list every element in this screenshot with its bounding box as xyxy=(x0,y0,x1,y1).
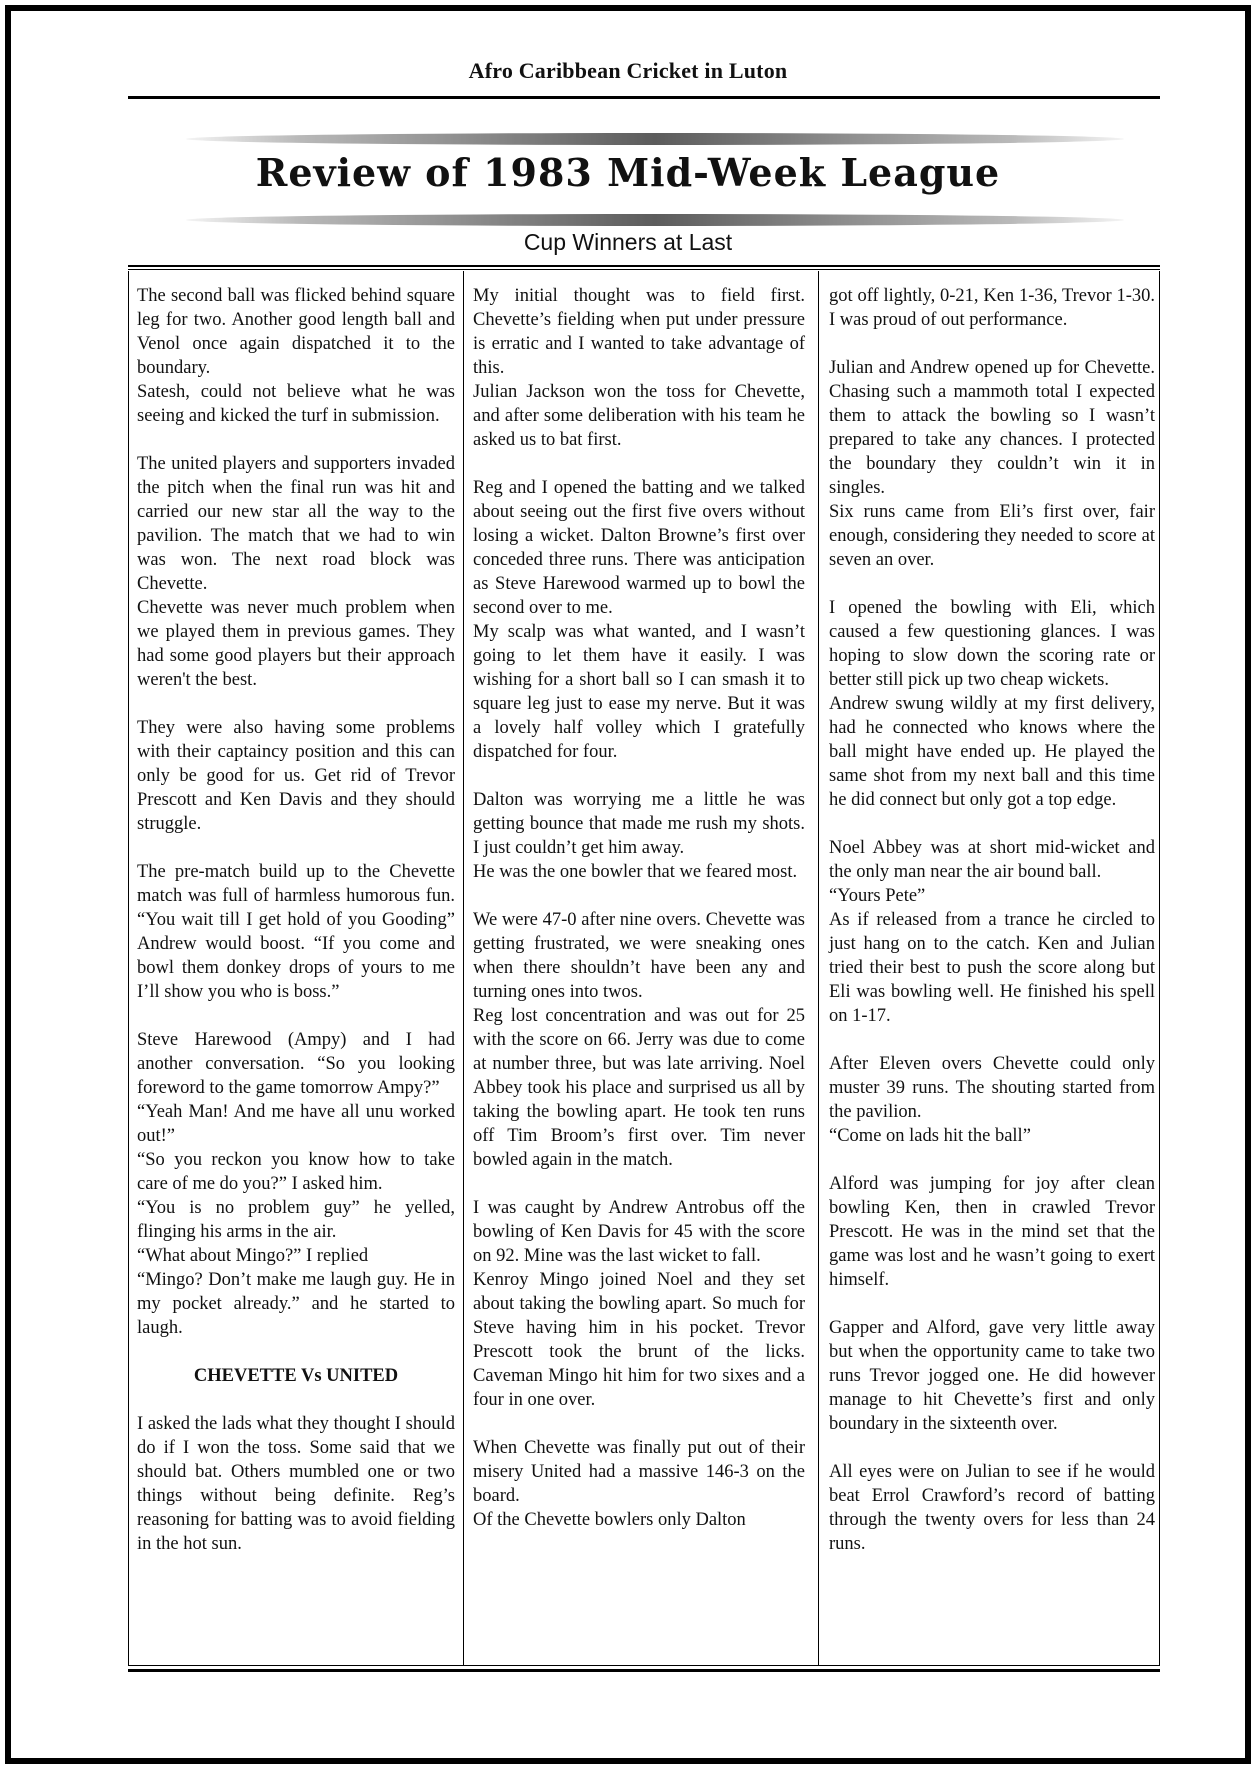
paragraph: The second ball was flicked behind square leg for two. Another good length ball and Venol once again dispatched it to the boundary. Satesh, could not believe what he was seeing and kicked the turf in submission. xyxy=(137,286,455,426)
paragraph: The pre-match build up to the Chevette match was full of harmless humorous fun. “You wait till I get hold of you Gooding” Andrew would boost. “If you come and bowl them donkey drops of yours to me I’ll show you who is boss.” xyxy=(137,862,455,1002)
paragraph: Gapper and Alford, gave very little away but when the opportunity came to take two runs Trevor jogged one. He did however manage to hit Chevette’s first and only boundary in the sixteenth over. xyxy=(829,1318,1155,1434)
paragraph: I asked the lads what they thought I should do if I won the toss. Some said that we should bat. Others mumbled one or two things without being definite. Reg’s reasoning for batting was to avoid fielding in the hot sun. xyxy=(137,1414,455,1554)
paragraph: My initial thought was to field first. Chevette’s fielding when put under pressure is erratic and I wanted to take advantage of this. Julian Jackson won the toss for Chevette, and after some deliberation with his team he asked us to bat first. xyxy=(473,286,805,450)
banner-bottom-bar xyxy=(186,214,1124,226)
column-divider-left xyxy=(128,271,129,1665)
banner-top-bar xyxy=(186,133,1124,145)
header-rule xyxy=(128,96,1160,99)
column-divider-right xyxy=(1159,271,1160,1665)
column-3 xyxy=(829,284,1155,1556)
column-divider-2 xyxy=(818,271,819,1665)
columns-bottom-rule xyxy=(128,1665,1160,1672)
paragraph: They were also having some problems with their captaincy position and this can only be good for us. Get rid of Trevor Prescott and Ken Davis and they should struggle. xyxy=(137,718,455,834)
paragraph: Noel Abbey was at short mid-wicket and the only man near the air bound ball. “Yours Pete” As if released from a trance he circled to just hang on to the catch. Ken and Julian tried their best to push the score along but Eli was bowling well. He finished his spell on 1-17. xyxy=(829,838,1155,1026)
paragraph: After Eleven overs Chevette could only muster 39 runs. The shouting started from the pavilion. “Come on lads hit the ball” xyxy=(829,1054,1155,1146)
paragraph: I was caught by Andrew Antrobus off the bowling of Ken Davis for 45 with the score on 92. Mine was the last wicket to fall. Kenroy Mingo joined Noel and they set about taking the bowling apart. So much for Steve having him in his pocket. Trevor Prescott took the brunt of the licks. Caveman Mingo hit him for two sixes and a four in one over. xyxy=(473,1198,805,1410)
paragraph: Julian and Andrew opened up for Chevette. Chasing such a mammoth total I expected them to attack the bowling so I wasn’t prepared to take any chances. I protected the boundary they couldn’t win it in singles. Six runs came from Eli’s first over, fair enough, considering they needed to score at seven an over. xyxy=(829,358,1155,570)
paragraph: got off lightly, 0-21, Ken 1-36, Trevor 1-30. I was proud of out performance. xyxy=(829,286,1155,330)
paragraph: All eyes were on Julian to see if he would beat Errol Crawford’s record of batting through the twenty overs for less than 24 runs. xyxy=(829,1462,1155,1554)
running-header: Afro Caribbean Cricket in Luton xyxy=(468,58,788,83)
article-subtitle: Cup Winners at Last xyxy=(523,229,733,255)
paragraph: We were 47-0 after nine overs. Chevette was getting frustrated, we were sneaking ones when there shouldn’t have been any and turning ones into twos. Reg lost concentration and was out for 25 with the score on 66. Jerry was due to come at number three, but was late arriving. Noel Abbey took his place and surprised us all by taking the bowling apart. He took ten runs off Tim Broom’s first over. Tim never bowled again in the match. xyxy=(473,910,805,1170)
paragraph: When Chevette was finally put out of their misery United had a massive 146-3 on the board. Of the Chevette bowlers only Dalton xyxy=(473,1438,805,1530)
column-divider-1 xyxy=(463,271,464,1665)
column-1 xyxy=(137,284,455,1556)
section-heading: CHEVETTE Vs UNITED xyxy=(193,1366,399,1386)
columns-top-rule xyxy=(128,265,1160,270)
paragraph: Alford was jumping for joy after clean bowling Ken, then in crawled Trevor Prescott. He was in the mind set that the game was lost and he wasn’t going to exert himself. xyxy=(829,1174,1155,1290)
paragraph: Dalton was worrying me a little he was getting bounce that made me rush my shots. I just couldn’t get him away. He was the one bowler that we feared most. xyxy=(473,790,805,882)
paragraph: I opened the bowling with Eli, which caused a few questioning glances. I was hoping to slow down the scoring rate or better still pick up two cheap wickets. Andrew swung wildly at my first delivery, had he connected who knows where the ball might have ended up. He played the same shot from my next ball and this time he did connect but only got a top edge. xyxy=(829,598,1155,810)
paragraph: Steve Harewood (Ampy) and I had another conversation. “So you looking foreword to the game tomorrow Ampy?” “Yeah Man! And me have all unu worked out!” “So you reckon you know how to take care of me do you?” I asked him. “You is no problem guy” he yelled, flinging his arms in the air. “What about Mingo?” I replied “Mingo? Don’t make me laugh guy. He in my pocket already.” and he started to laugh. xyxy=(137,1030,455,1338)
article-title: Review of 1983 Mid-Week League xyxy=(255,150,1001,195)
column-2 xyxy=(473,284,805,1532)
paragraph: The united players and supporters invaded the pitch when the final run was hit and carried our new star all the way to the pavilion. The match that we had to win was won. The next road block was Chevette. Chevette was never much problem when we played them in previous games. They had some good players but their approach weren't the best. xyxy=(137,454,455,690)
paragraph: Reg and I opened the batting and we talked about seeing out the first five overs without losing a wicket. Dalton Browne’s first over conceded three runs. There was anticipation as Steve Harewood warmed up to bowl the second over to me. My scalp was what wanted, and I wasn’t going to let them have it easily. I was wishing for a short ball so I can smash it to square leg just to ease my nerve. But it was a lovely half volley which I gratefully dispatched for four. xyxy=(473,478,805,762)
